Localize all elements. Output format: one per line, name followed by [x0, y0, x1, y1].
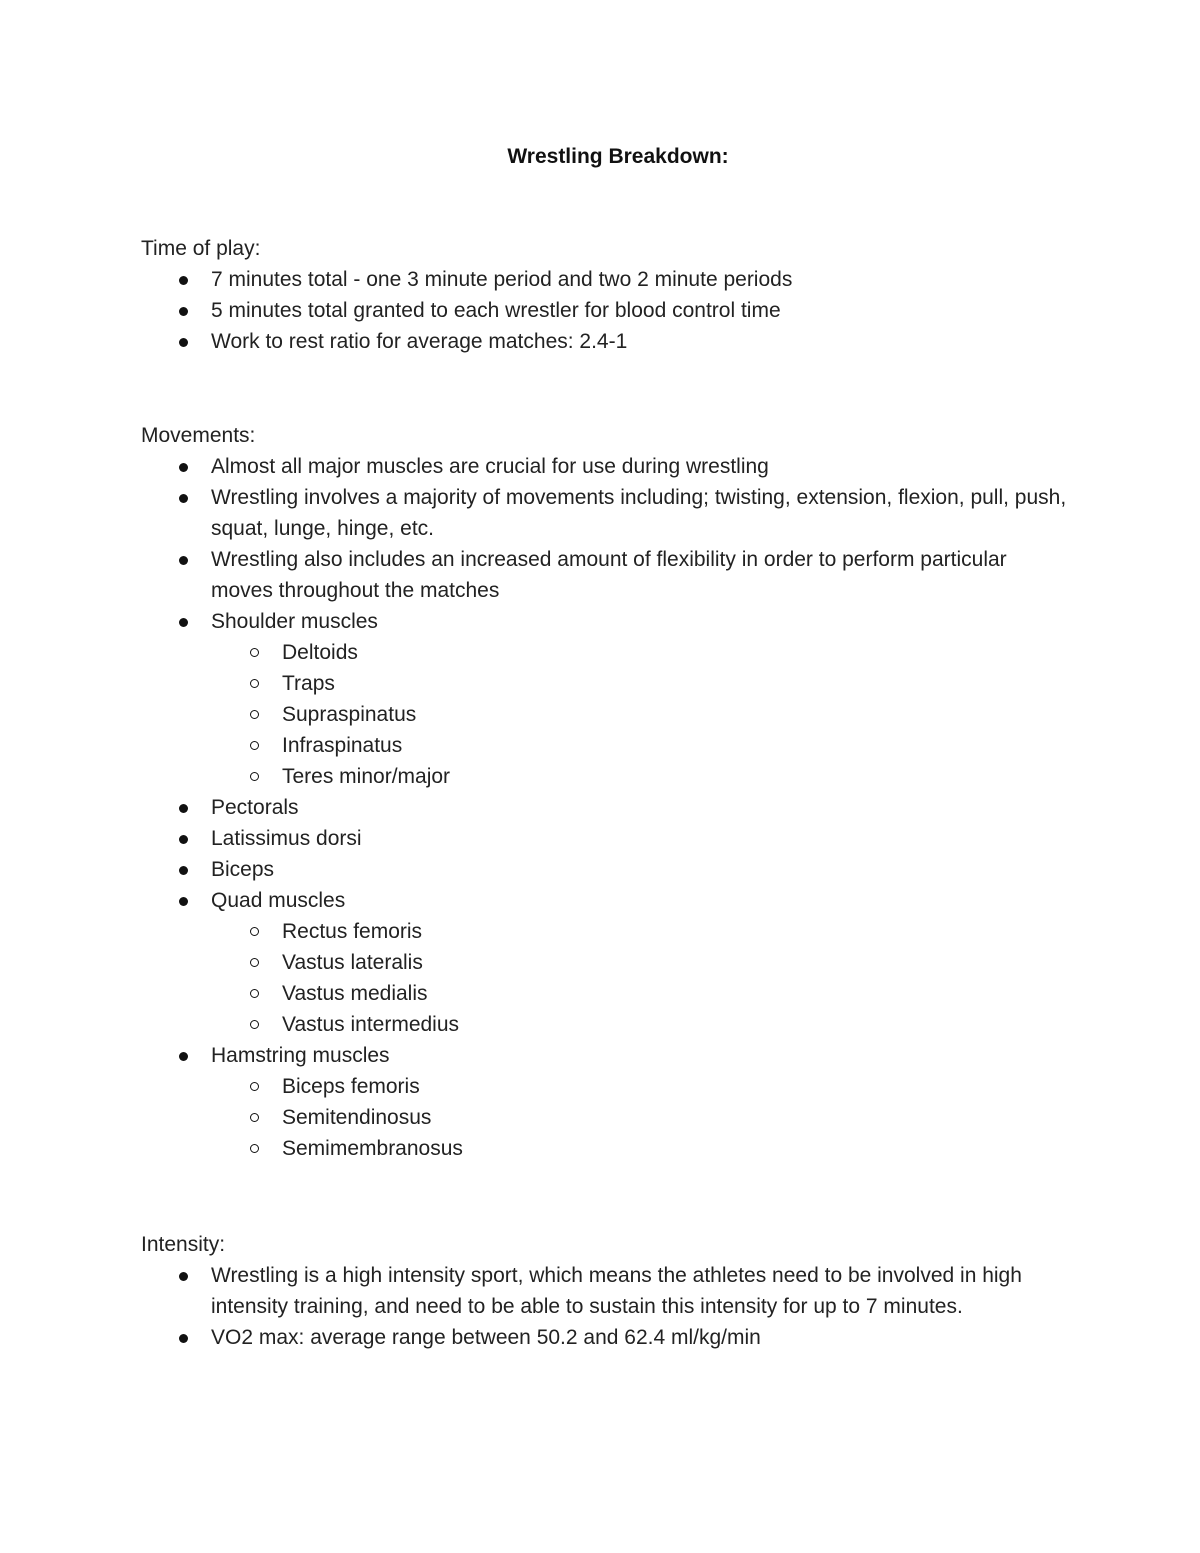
- circle-bullet-icon: [250, 927, 259, 936]
- list-item-text: Wrestling involves a majority of movements including; twisting, extension, flexion, pull, push, squat, lunge, hinge, etc.: [211, 486, 1067, 540]
- list-item-text: 5 minutes total granted to each wrestler for blood control time: [211, 299, 781, 322]
- list-item: [141, 295, 1081, 326]
- list-item-text: Pectorals: [211, 796, 299, 819]
- circle-bullet-icon: [250, 648, 259, 657]
- list-item: [141, 264, 1081, 295]
- circle-bullet-icon: [250, 1144, 259, 1153]
- list-item: [141, 482, 1081, 544]
- list-item-text: VO2 max: average range between 50.2 and 62.4 ml/kg/min: [211, 1326, 761, 1349]
- bullet-icon: [179, 556, 188, 565]
- bullet-list: [141, 264, 1081, 357]
- section-movements: [141, 420, 1081, 1164]
- circle-bullet-icon: [250, 679, 259, 688]
- list-item-text: Work to rest ratio for average matches: 2.4-1: [211, 330, 628, 353]
- bullet-icon: [179, 276, 188, 285]
- bullet-icon: [179, 463, 188, 472]
- sub-list-item: [211, 637, 1081, 668]
- sub-list-item-text: Teres minor/major: [282, 765, 451, 788]
- sub-list-item: [211, 1071, 1081, 1102]
- list-item: [141, 823, 1081, 854]
- list-item: [141, 544, 1081, 606]
- bullet-icon: [179, 1272, 188, 1281]
- sub-list-item-text: Semimembranosus: [282, 1137, 463, 1160]
- sub-list-item-text: Rectus femoris: [282, 920, 423, 943]
- bullet-list: [141, 451, 1081, 1164]
- sub-list-item: [211, 1009, 1081, 1040]
- list-item: [141, 606, 1081, 792]
- sub-list-item: [211, 668, 1081, 699]
- bullet-icon: [179, 897, 188, 906]
- section-time-of-play: [141, 233, 1081, 357]
- sub-list: [211, 1071, 1081, 1164]
- bullet-icon: [179, 338, 188, 347]
- circle-bullet-icon: [250, 1082, 259, 1091]
- circle-bullet-icon: [250, 772, 259, 781]
- list-item: [141, 885, 1081, 1040]
- list-item: [141, 792, 1081, 823]
- bullet-icon: [179, 804, 188, 813]
- list-item: [141, 1322, 1081, 1353]
- circle-bullet-icon: [250, 1113, 259, 1122]
- sub-list-item: [211, 916, 1081, 947]
- sub-list-item: [211, 947, 1081, 978]
- list-item: [141, 1040, 1081, 1164]
- list-item-text: Hamstring muscles: [211, 1044, 390, 1067]
- sub-list-item-text: Biceps femoris: [282, 1075, 420, 1098]
- sub-list-item-text: Supraspinatus: [282, 703, 417, 726]
- list-item-text: Biceps: [211, 858, 275, 881]
- list-item-text: Wrestling is a high intensity sport, which means the athletes need to be involved in high intensity training, and need to be able to sustain this intensity for up to 7 minutes.: [211, 1264, 1022, 1318]
- section-heading: Time of play:: [141, 237, 261, 260]
- list-item-text: Quad muscles: [211, 889, 346, 912]
- section-heading: Intensity:: [141, 1233, 226, 1256]
- sub-list-item-text: Infraspinatus: [282, 734, 403, 757]
- sub-list-item: [211, 761, 1081, 792]
- document-title: Wrestling Breakdown:: [507, 145, 729, 168]
- sub-list-item-text: Deltoids: [282, 641, 358, 664]
- circle-bullet-icon: [250, 1020, 259, 1029]
- sub-list-item: [211, 699, 1081, 730]
- list-item-text: Latissimus dorsi: [211, 827, 362, 850]
- circle-bullet-icon: [250, 710, 259, 719]
- list-item-text: Shoulder muscles: [211, 610, 378, 633]
- list-item: [141, 451, 1081, 482]
- sub-list-item-text: Vastus intermedius: [282, 1013, 460, 1036]
- bullet-icon: [179, 1052, 188, 1061]
- list-item-text: Almost all major muscles are crucial for use during wrestling: [211, 455, 769, 478]
- bullet-icon: [179, 618, 188, 627]
- sub-list-item-text: Traps: [282, 672, 335, 695]
- list-item: [141, 326, 1081, 357]
- sub-list: [211, 637, 1081, 792]
- bullet-icon: [179, 307, 188, 316]
- list-item: [141, 1260, 1081, 1322]
- circle-bullet-icon: [250, 958, 259, 967]
- sub-list-item: [211, 978, 1081, 1009]
- sub-list: [211, 916, 1081, 1040]
- sub-list-item-text: Vastus medialis: [282, 982, 428, 1005]
- bullet-icon: [179, 835, 188, 844]
- circle-bullet-icon: [250, 989, 259, 998]
- section-intensity: [141, 1229, 1081, 1353]
- bullet-icon: [179, 1334, 188, 1343]
- section-heading: Movements:: [141, 424, 256, 447]
- sub-list-item-text: Vastus lateralis: [282, 951, 423, 974]
- bullet-icon: [179, 866, 188, 875]
- bullet-list: [141, 1260, 1081, 1353]
- list-item: [141, 854, 1081, 885]
- list-item-text: 7 minutes total - one 3 minute period and two 2 minute periods: [211, 268, 793, 291]
- circle-bullet-icon: [250, 741, 259, 750]
- bullet-icon: [179, 494, 188, 503]
- list-item-text: Wrestling also includes an increased amount of flexibility in order to perform particular moves throughout the matches: [211, 548, 1007, 602]
- sub-list-item: [211, 1133, 1081, 1164]
- sub-list-item: [211, 1102, 1081, 1133]
- sub-list-item-text: Semitendinosus: [282, 1106, 432, 1129]
- sub-list-item: [211, 730, 1081, 761]
